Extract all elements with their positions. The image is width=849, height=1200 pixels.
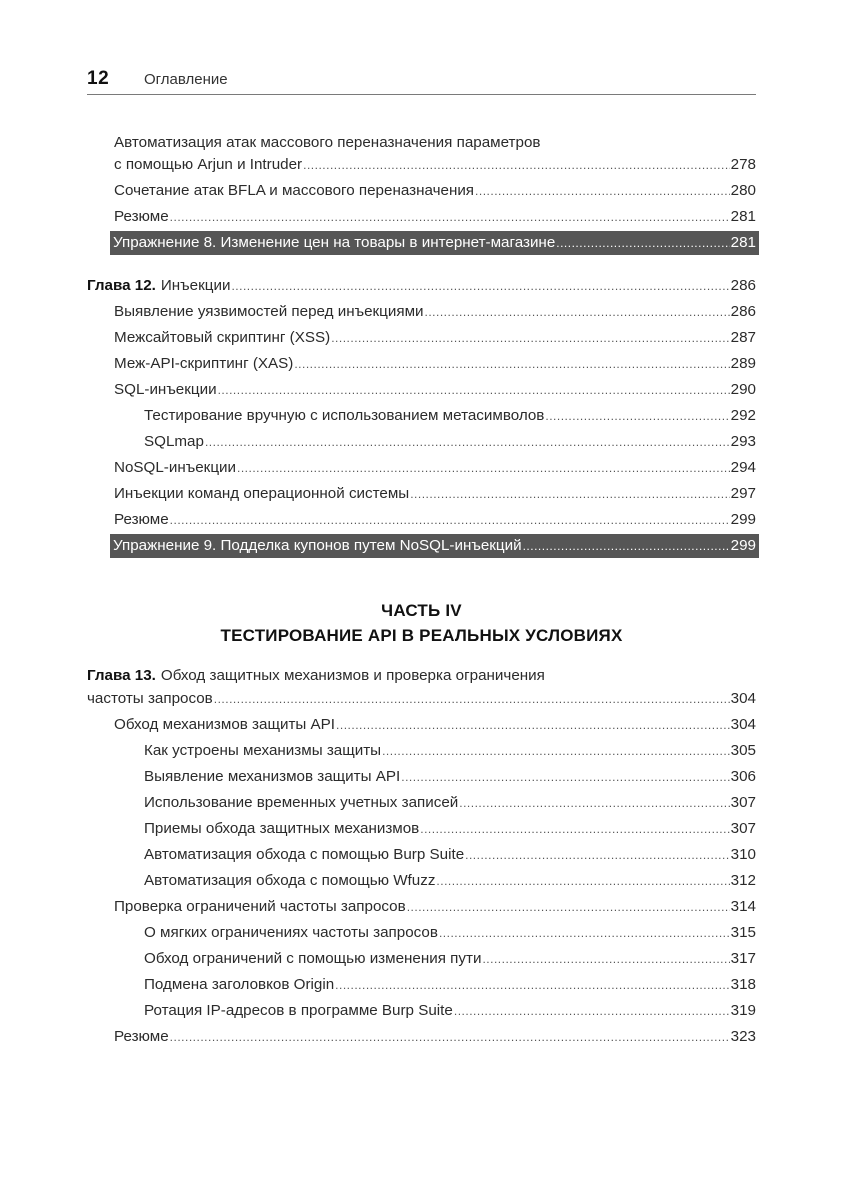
toc-entry-title: Подмена заголовков Origin: [144, 976, 335, 993]
toc-entry-page: 294: [730, 459, 756, 476]
toc-entry-title: Меж-API-скриптинг (XAS): [114, 355, 294, 372]
toc-entry-page: 304: [730, 716, 756, 733]
dot-leader: [465, 843, 730, 867]
toc-entry-page: 281: [730, 234, 756, 251]
toc-entry-page: 304: [730, 690, 756, 707]
dot-leader: [214, 687, 730, 711]
dot-leader: [407, 895, 730, 919]
toc-entry-page: 315: [730, 924, 756, 941]
toc-entry[interactable]: [114, 378, 756, 402]
dot-leader: [454, 999, 730, 1023]
toc-entry-title: О мягких ограничениях частоты запросов: [144, 924, 438, 941]
toc-entry[interactable]: [114, 482, 756, 506]
dot-leader: [475, 179, 730, 203]
dot-leader: [237, 456, 730, 480]
dot-leader: [231, 274, 729, 298]
dot-leader: [331, 326, 729, 350]
dot-leader: [294, 352, 729, 376]
toc-entry-page: 293: [730, 433, 756, 450]
toc-exercise-8[interactable]: [110, 231, 759, 255]
toc-subentry[interactable]: [144, 791, 756, 815]
toc-entry[interactable]: [114, 179, 756, 203]
dot-leader: [556, 231, 729, 255]
toc-entry[interactable]: [114, 456, 756, 480]
dot-leader: [336, 713, 730, 737]
toc-entry-title: Обход механизмов защиты API: [114, 716, 336, 733]
toc-entry-page: 297: [730, 485, 756, 502]
toc-entry-page: 310: [730, 846, 756, 863]
chapter-title: Инъекции: [160, 277, 231, 294]
dot-leader: [425, 300, 730, 324]
toc-entry-page: 281: [730, 208, 756, 225]
dot-leader: [436, 869, 729, 893]
page-number: 12: [87, 68, 110, 89]
chapter-heading: [87, 274, 230, 298]
page-header: [87, 68, 756, 95]
toc-entry-title: Резюме: [114, 1028, 169, 1045]
toc-subentry[interactable]: [144, 843, 756, 867]
toc-entry[interactable]: [114, 713, 756, 737]
toc-entry[interactable]: [114, 895, 756, 919]
toc-entry[interactable]: [114, 205, 756, 229]
toc-entry-page: 287: [730, 329, 756, 346]
toc-entry-page: 286: [730, 277, 756, 294]
toc-entry-page: 292: [730, 407, 756, 424]
chapter-label: Глава 13.: [87, 667, 156, 684]
toc-entry-page: 289: [730, 355, 756, 372]
toc-subentry[interactable]: [144, 430, 756, 454]
chapter-title-continued: частоты запросов: [87, 690, 213, 707]
toc-entry-title: Резюме: [114, 511, 169, 528]
part-number: ЧАСТЬ IV: [381, 601, 462, 620]
chapter-heading: [87, 664, 545, 688]
running-title: Оглавление: [144, 71, 228, 88]
toc-entry-title: Резюме: [114, 208, 169, 225]
toc-entry-title: Приемы обхода защитных механизмов: [144, 820, 420, 837]
part-title: ТЕСТИРОВАНИЕ API В РЕАЛЬНЫХ УСЛОВИЯХ: [220, 626, 623, 645]
dot-leader: [401, 765, 729, 789]
toc-entry-title: Упражнение 8. Изменение цен на товары в интернет-магазине: [113, 234, 556, 251]
toc-entry-title: Сочетание атак BFLA и массового переназначения: [114, 182, 475, 199]
toc-entry-title: SQL-инъекции: [114, 381, 217, 398]
toc-entry[interactable]: [114, 1025, 756, 1049]
toc-subentry[interactable]: [144, 869, 756, 893]
toc-entry-title: Выявление механизмов защиты API: [144, 768, 401, 785]
toc-entry-title: Тестирование вручную с использованием метасимволов: [144, 407, 545, 424]
chapter-title: Обход защитных механизмов и проверка ограничения: [160, 667, 545, 684]
dot-leader: [420, 817, 729, 841]
toc-entry-title: Автоматизация обхода с помощью Burp Suite: [144, 846, 465, 863]
dot-leader: [218, 378, 730, 402]
toc-entry-page: 280: [730, 182, 756, 199]
dot-leader: [170, 1025, 730, 1049]
dot-leader: [410, 482, 729, 506]
toc-entry-page: 299: [730, 511, 756, 528]
toc-subentry[interactable]: [144, 999, 756, 1023]
toc-entry[interactable]: [114, 352, 756, 376]
dot-leader: [523, 534, 730, 558]
toc-entry-page: 307: [730, 820, 756, 837]
toc-entry-page: 278: [730, 156, 756, 173]
toc-entry-title: Как устроены механизмы защиты: [144, 742, 382, 759]
toc-entry-page: 307: [730, 794, 756, 811]
toc-entry-page: 318: [730, 976, 756, 993]
toc-subentry[interactable]: [144, 817, 756, 841]
toc-entry-page: 306: [730, 768, 756, 785]
dot-leader: [545, 404, 729, 428]
toc-entry-page: 290: [730, 381, 756, 398]
toc-subentry[interactable]: [144, 739, 756, 763]
dot-leader: [439, 921, 730, 945]
toc-entry-title: с помощью Arjun и Intruder: [114, 156, 303, 173]
toc-entry-page: 286: [730, 303, 756, 320]
toc-entry[interactable]: [114, 300, 756, 324]
toc-entry-title: Упражнение 9. Подделка купонов путем NoSQL-инъекций: [113, 537, 522, 554]
part-heading: [87, 598, 756, 648]
toc-entry-title: Обход ограничений с помощью изменения пути: [144, 950, 482, 967]
dot-leader: [303, 153, 730, 177]
toc-entry[interactable]: [114, 508, 756, 532]
dot-leader: [459, 791, 729, 815]
toc-entry-title: Проверка ограничений частоты запросов: [114, 898, 406, 915]
toc-entry[interactable]: [114, 326, 756, 350]
toc-entry-title: Ротация IP-адресов в программе Burp Suite: [144, 1002, 453, 1019]
dot-leader: [335, 973, 729, 997]
toc-entry-title: SQLmap: [144, 433, 204, 450]
toc-entry-title: Выявление уязвимостей перед инъекциями: [114, 303, 424, 320]
toc-chapter-12[interactable]: [87, 274, 756, 298]
toc-subentry[interactable]: [144, 404, 756, 428]
toc-entry-page: 314: [730, 898, 756, 915]
toc-entry-page: 312: [730, 872, 756, 889]
toc-subentry[interactable]: [144, 973, 756, 997]
toc-entry-title: Инъекции команд операционной системы: [114, 485, 410, 502]
dot-leader: [205, 430, 730, 454]
toc-entry-page: 319: [730, 1002, 756, 1019]
toc-entry[interactable]: [114, 153, 756, 177]
toc-entry-page: 317: [730, 950, 756, 967]
toc-entry-page: 323: [730, 1028, 756, 1045]
dot-leader: [382, 739, 730, 763]
toc-chapter-13[interactable]: [87, 687, 756, 711]
toc-entry-title: NoSQL-инъекции: [114, 459, 236, 476]
dot-leader: [170, 205, 730, 229]
toc-subentry[interactable]: [144, 921, 756, 945]
toc-subentry[interactable]: [144, 765, 756, 789]
dot-leader: [482, 947, 729, 971]
toc-exercise-9[interactable]: [110, 534, 759, 558]
toc-entry-title: Межсайтовый скриптинг (XSS): [114, 329, 331, 346]
chapter-label: Глава 12.: [87, 277, 156, 294]
toc-entry-line1: Автоматизация атак массового переназначения параметров: [114, 134, 541, 151]
toc-entry-title: Автоматизация обхода с помощью Wfuzz: [144, 872, 436, 889]
dot-leader: [170, 508, 730, 532]
toc-entry-page: 299: [730, 537, 756, 554]
toc-entry-title: Использование временных учетных записей: [144, 794, 459, 811]
toc-entry-page: 305: [730, 742, 756, 759]
toc-subentry[interactable]: [144, 947, 756, 971]
